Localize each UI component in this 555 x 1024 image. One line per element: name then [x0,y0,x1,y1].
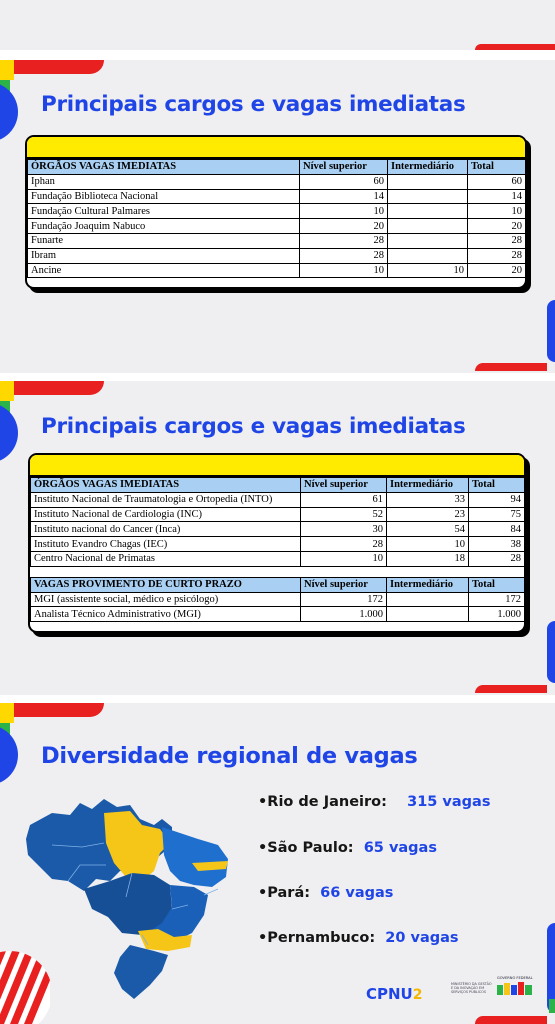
gov-flag-logo-icon [497,979,533,999]
table-row [28,174,526,189]
cell-intermediario: 54 [387,522,469,537]
cell-superior: 28 [301,537,387,552]
list-item-pernambuco [258,930,459,946]
cell-intermediario: 18 [387,551,469,566]
state-label: São Paulo: [267,840,354,856]
table-header-row [31,478,525,493]
vagas-table [27,159,526,278]
header-intermediario: Intermediário [387,478,469,493]
list-item-sao-paulo [258,840,437,856]
green-right-corner [549,999,555,1013]
cell-total: 84 [469,522,525,537]
cell-intermediario: 33 [387,492,469,507]
cell-total: 94 [469,492,525,507]
table-yellow-header [27,137,525,159]
bullet-dot-icon: • [258,840,268,856]
table-row [28,189,526,204]
ministry-logo-text: MINISTÉRIO DA GESTÃO E DA INOVAÇÃO EM SERVIÇOS PÚBLICOS [451,982,492,994]
cpnu-logo-number: 2 [412,987,423,1003]
cell-intermediario [387,607,469,622]
bullet-dot-icon: • [258,794,268,810]
vagas-table-box [28,453,526,633]
table-yellow-header [30,455,524,477]
cell-intermediario: 10 [387,537,469,552]
cell-superior: 28 [300,248,388,263]
list-item-rio [258,794,490,810]
table-row [28,219,526,234]
cell-orgao: Instituto nacional do Cancer (Inca) [31,522,301,537]
cell-superior: 20 [300,219,388,234]
cell-total: 1.000 [469,607,525,622]
blue-right-arc [547,621,555,683]
list-item-para [258,885,393,901]
page-title: Principais cargos e vagas imediatas [41,92,466,117]
red-bottom-bar [475,363,547,371]
header-total: Total [469,478,525,493]
cell-intermediario: 23 [387,507,469,522]
header-orgaos: ÓRGÃOS VAGAS IMEDIATAS [28,160,300,175]
header-nivel-superior: Nível superior [301,577,387,592]
slide-3 [0,703,555,1024]
cell-total: 14 [468,189,526,204]
cell-total: 28 [468,233,526,248]
header-total: Total [468,160,526,175]
page-title: Principais cargos e vagas imediatas [41,414,466,439]
red-bottom-bar [475,685,547,693]
cell-superior: 10 [301,551,387,566]
header-intermediario: Intermediário [388,160,468,175]
cell-total: 172 [469,592,525,607]
state-label: Rio de Janeiro: [267,794,387,810]
cell-intermediario [388,189,468,204]
cell-orgao: Fundação Cultural Palmares [28,204,300,219]
page-title: Diversidade regional de vagas [41,743,418,769]
header-total: Total [469,577,525,592]
state-value: 20 vagas [385,930,459,946]
cell-orgao: Ibram [28,248,300,263]
table-row [31,522,525,537]
cell-intermediario [388,174,468,189]
cell-superior: 30 [301,522,387,537]
cell-orgao: Funarte [28,233,300,248]
blue-left-arc [0,403,18,463]
cell-total: 20 [468,263,526,278]
table-row [28,248,526,263]
slide-2 [0,381,555,695]
table-row [31,537,525,552]
cell-total: 10 [468,204,526,219]
cell-total: 28 [468,248,526,263]
cell-total: 28 [469,551,525,566]
table-row [31,592,525,607]
blue-left-arc [0,82,18,142]
cell-superior: 1.000 [301,607,387,622]
cell-intermediario [388,248,468,263]
cell-superior: 10 [300,204,388,219]
cpnu-logo-text: CPNU [366,985,413,1003]
table-header-row [28,160,526,175]
cell-intermediario [387,592,469,607]
cell-intermediario [388,204,468,219]
yellow-corner [0,381,14,401]
state-value: 66 vagas [320,885,394,901]
cell-orgao: Ancine [28,263,300,278]
header-intermediario: Intermediário [387,577,469,592]
table-row [31,607,525,622]
cell-total: 60 [468,174,526,189]
cell-orgao: Iphan [28,174,300,189]
blue-right-arc [547,300,555,362]
cell-superior: 28 [300,233,388,248]
header-nivel-superior: Nível superior [300,160,388,175]
table-row [28,204,526,219]
map-northeast-region [162,827,228,887]
yellow-corner [0,703,14,723]
table-header-row [31,577,525,592]
spacer-cell [31,566,525,577]
state-label: Pará: [267,885,311,901]
red-corner-shape [14,60,104,74]
cell-superior: 14 [300,189,388,204]
blue-left-arc [0,725,18,785]
brazil-map [22,785,234,1003]
cell-superior: 10 [300,263,388,278]
header-vagas-provimento: VAGAS PROVIMENTO DE CURTO PRAZO [31,577,301,592]
red-corner-bar [475,44,555,50]
cell-orgao: Instituto Nacional de Traumatologia e Ortopedia (INTO) [31,492,301,507]
cell-total: 20 [468,219,526,234]
cell-orgao: Fundação Joaquim Nabuco [28,219,300,234]
cell-orgao: Centro Nacional de Primatas [31,551,301,566]
header-orgaos: ÓRGÃOS VAGAS IMEDIATAS [31,478,301,493]
state-value: 315 vagas [407,794,491,810]
cell-superior: 52 [301,507,387,522]
yellow-corner [0,60,14,80]
cell-orgao: MGI (assistente social, médico e psicólogo) [31,592,301,607]
cell-superior: 172 [301,592,387,607]
state-value: 65 vagas [363,840,437,856]
bullet-dot-icon: • [258,885,268,901]
map-south-region [114,945,168,999]
cell-orgao: Fundação Biblioteca Nacional [28,189,300,204]
cell-intermediario [388,219,468,234]
red-corner-shape [14,703,104,717]
table-row [31,492,525,507]
vagas-table-box [25,135,527,289]
slide-1 [0,60,555,373]
header-nivel-superior: Nível superior [301,478,387,493]
slide-previous-partial [0,0,555,50]
vagas-table [30,477,525,622]
gov-label: GOVERNO FEDERAL [497,976,533,980]
cpnu-logo [366,985,423,1003]
cell-total: 38 [469,537,525,552]
cell-total: 75 [469,507,525,522]
cell-superior: 61 [301,492,387,507]
state-label: Pernambuco: [267,930,376,946]
table-spacer-row [31,566,525,577]
cell-orgao: Instituto Evandro Chagas (IEC) [31,537,301,552]
table-row [31,507,525,522]
cell-orgao: Analista Técnico Administrativo (MGI) [31,607,301,622]
cell-orgao: Instituto Nacional de Cardiologia (INC) [31,507,301,522]
bullet-dot-icon: • [258,930,268,946]
cell-intermediario: 10 [388,263,468,278]
red-bottom-bar [475,1016,547,1024]
table-row [28,263,526,278]
table-row [28,233,526,248]
cell-superior: 60 [300,174,388,189]
cell-intermediario [388,233,468,248]
red-corner-shape [14,381,104,395]
table-row [31,551,525,566]
